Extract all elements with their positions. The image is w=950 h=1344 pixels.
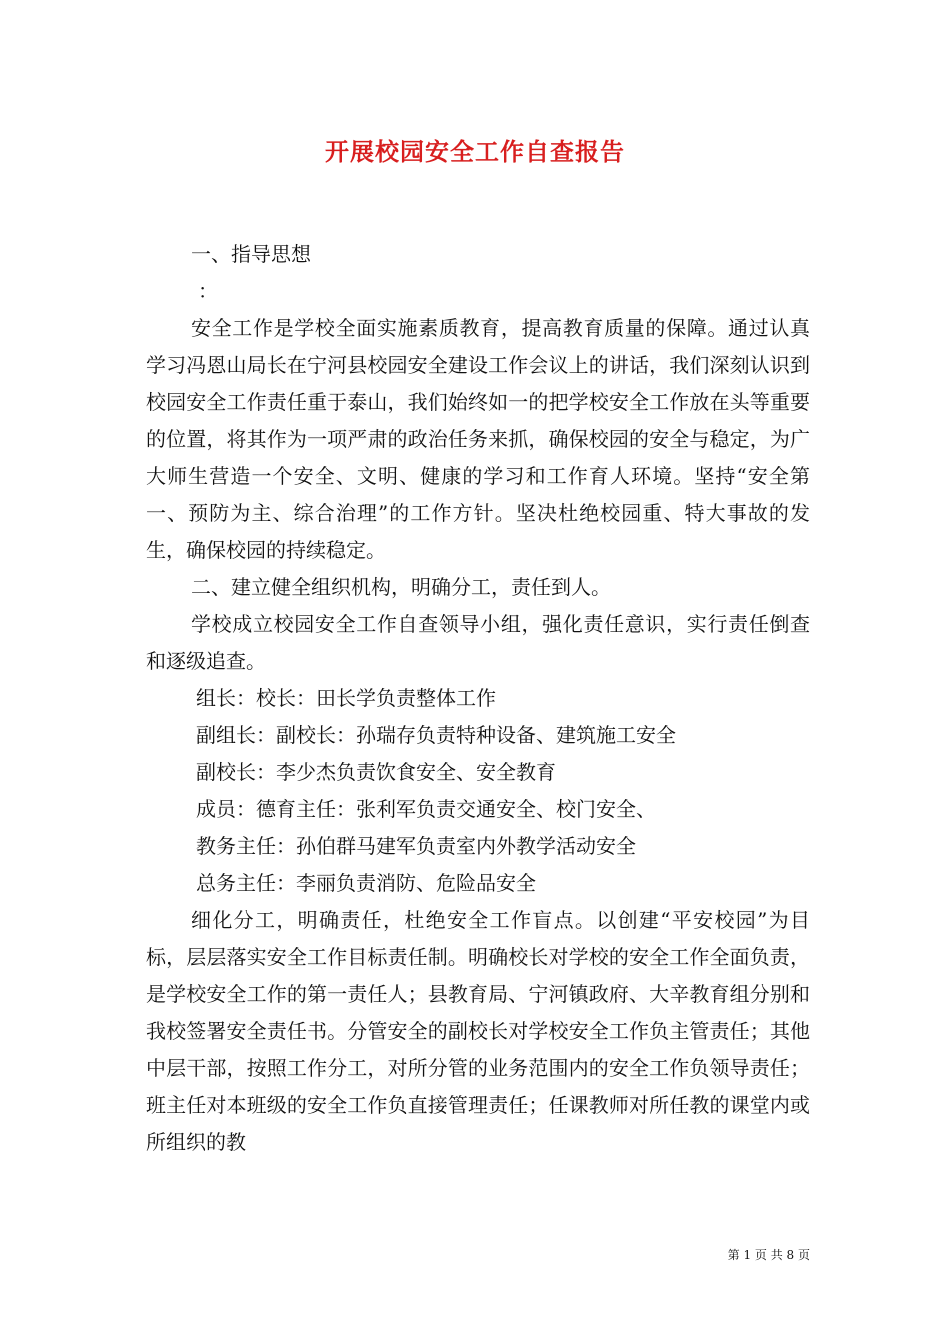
- paragraph-responsibilities: 细化分工，明确责任，杜绝安全工作盲点。以创建“平安校园”为目标，层层落实安全工作目标责任制。明确校长对学校的安全工作全面负责，是学校安全工作的第一责任人；县教育局、宁河镇政府、大辛教育组分别和我校签署安全责任书。分管安全的副校长对学校安全工作负主管责任；其他中层干部，按照工作分工，对所分管的业务范围内的安全工作负领导责任；班主任对本班级的安全工作负直接管理责任；任课教师对所任教的课堂内或所组织的教: [146, 908, 810, 1154]
- list-item: 成员：德育主任：张利军负责交通安全、校门安全、: [196, 797, 656, 821]
- list-item: 组长：校长：田长学负责整体工作: [196, 686, 496, 710]
- document-body: [146, 236, 810, 1161]
- page-number-footer: 第 1 页 共 8 页: [727, 1248, 810, 1262]
- paragraph-leadership-group: 学校成立校园安全工作自查领导小组，强化责任意识，实行责任倒查和逐级追查。: [146, 612, 810, 673]
- section-heading-2: 二、建立健全组织机构，明确分工，责任到人。: [191, 575, 611, 599]
- list-item: 副校长：李少杰负责饮食安全、安全教育: [196, 760, 556, 784]
- section-heading-1: 一、指导思想: [191, 242, 311, 266]
- paragraph-guiding-idea: 安全工作是学校全面实施素质教育，提高教育质量的保障。通过认真学习冯恩山局长在宁河县校园安全建设工作会议上的讲话，我们深刻认识到校园安全工作责任重于泰山，我们始终如一的把学校安全工作放在头等重要的位置，将其作为一项严肃的政治任务来抓，确保校园的安全与稳定，为广大师生营造一个安全、文明、健康的学习和工作育人环境。坚持“安全第一、预防为主、综合治理”的工作方针。坚决杜绝校园重、特大事故的发生，确保校园的持续稳定。: [146, 316, 810, 562]
- colon-line: ：: [198, 279, 218, 303]
- list-item: 副组长：副校长：孙瑞存负责特种设备、建筑施工安全: [196, 723, 676, 747]
- document-title: 开展校园安全工作自查报告: [325, 137, 625, 166]
- list-item: 总务主任：李丽负责消防、危险品安全: [196, 871, 536, 895]
- list-item: 教务主任：孙伯群马建军负责室内外教学活动安全: [196, 834, 636, 858]
